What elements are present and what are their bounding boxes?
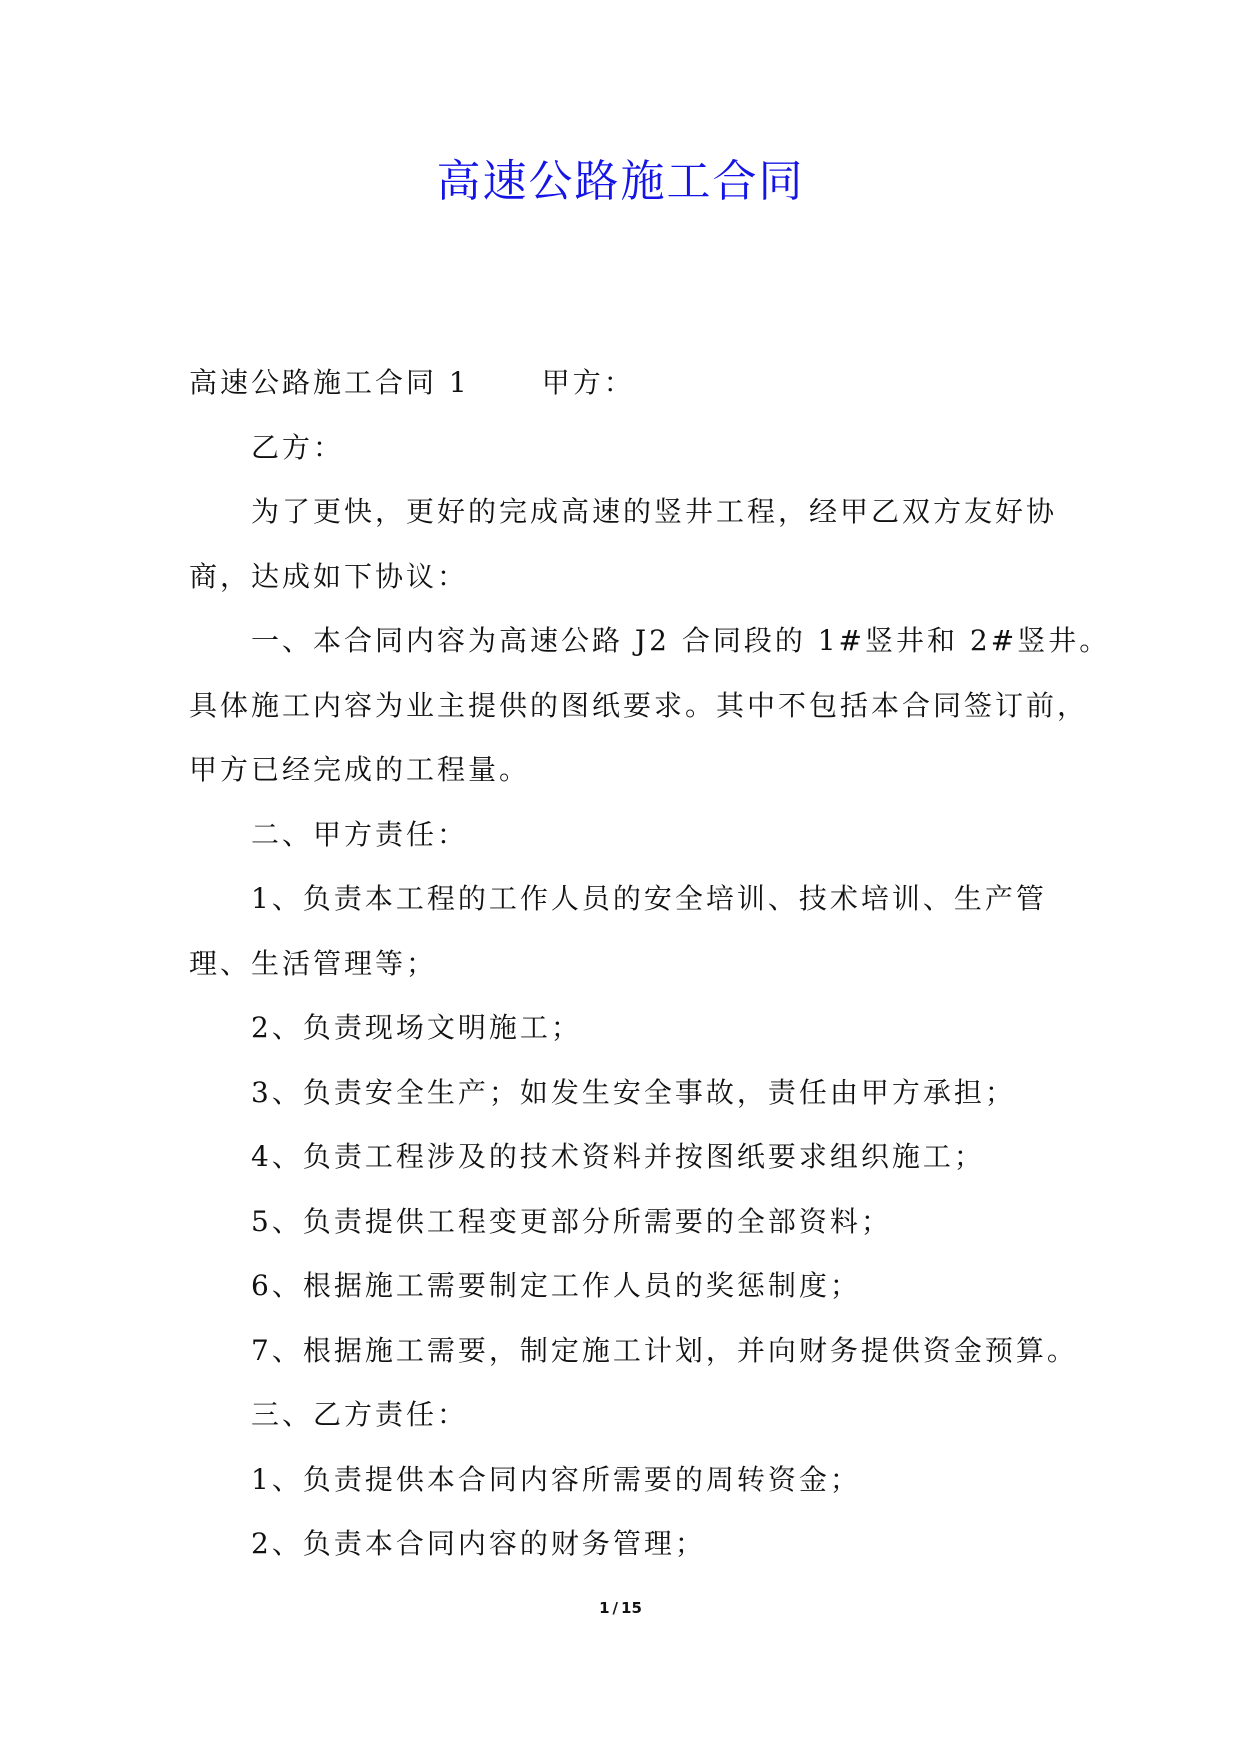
- section-heading: 三、乙方责任：: [251, 1398, 469, 1431]
- list-item: 1、负责本工程的工作人员的安全培训、技术培训、生产管: [251, 882, 1047, 915]
- list-item: 5、负责提供工程变更部分所需要的全部资料；: [251, 1204, 892, 1238]
- page-number: [0, 1598, 1241, 1618]
- list-item: 1、负责提供本合同内容所需要的周转资金；: [251, 1462, 861, 1496]
- list-item: 6、根据施工需要制定工作人员的奖惩制度；: [251, 1269, 861, 1302]
- paragraph: 一、本合同内容为高速公路 J2 合同段的 1#竖井和 2#竖井。: [251, 624, 1111, 657]
- current-page: 1: [599, 1599, 610, 1617]
- contract-header-line: [189, 351, 1059, 416]
- page-separator: /: [612, 1599, 619, 1617]
- paragraph: 甲方已经完成的工程量。: [189, 753, 531, 786]
- paragraph: 为了更快，更好的完成高速的竖井工程，经甲乙双方友好协: [251, 495, 1058, 528]
- section-heading: 二、甲方责任：: [251, 817, 469, 851]
- paragraph: 具体施工内容为业主提供的图纸要求。其中不包括本合同签订前，: [189, 688, 1089, 722]
- list-item: 2、负责本合同内容的财务管理；: [251, 1527, 706, 1560]
- paragraph: 商，达成如下协议：: [189, 559, 469, 593]
- list-item: 2、负责现场文明施工；: [251, 1011, 582, 1044]
- total-pages: 15: [621, 1599, 642, 1617]
- document-title: 高速公路施工合同: [436, 156, 805, 207]
- list-item: 7、根据施工需要，制定施工计划，并向财务提供资金预算。: [251, 1333, 1078, 1367]
- party-a-label: 甲方：: [541, 366, 635, 399]
- contract-number: 高速公路施工合同 1: [189, 366, 470, 399]
- list-item: 3、负责安全生产；如发生安全事故，责任由甲方承担；: [251, 1075, 1016, 1109]
- document-body: [189, 351, 1111, 1577]
- party-b-label: 乙方：: [251, 430, 345, 464]
- list-item: 理、生活管理等；: [189, 946, 438, 980]
- list-item: 4、负责工程涉及的技术资料并按图纸要求组织施工；: [251, 1140, 985, 1173]
